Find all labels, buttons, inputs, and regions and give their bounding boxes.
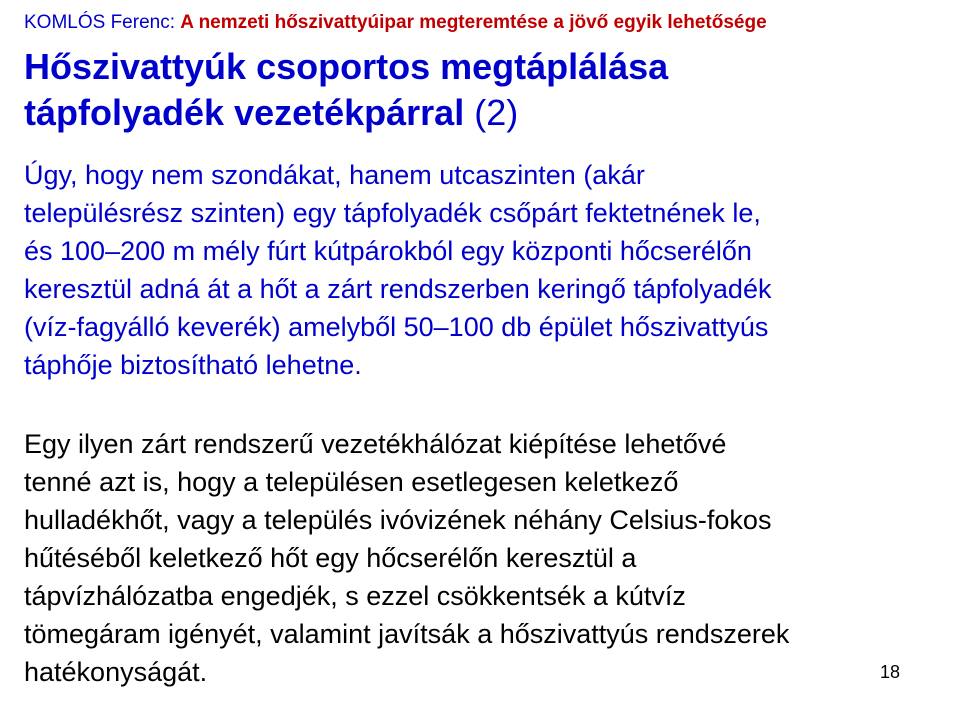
paragraph-1-line: és 100–200 m mély fúrt kútpárokból egy központi hőcserélőn — [24, 236, 752, 266]
paragraph-1-line: keresztül adná át a hőt a zárt rendszerben keringő tápfolyadék — [24, 274, 772, 304]
paragraph-2-line: hűtéséből keletkező hőt egy hőcserélőn keresztül a — [24, 543, 637, 573]
slide-header — [24, 12, 767, 34]
title-number: (2) — [464, 92, 519, 133]
paragraph-1-line: településrész szinten) egy tápfolyadék csőpárt fektetnének le, — [24, 198, 761, 228]
paragraph-2 — [24, 425, 944, 691]
paragraph-1-line: táphője biztosítható lehetne. — [24, 350, 362, 380]
paragraph-1 — [24, 156, 944, 384]
paragraph-2-line: hulladékhőt, vagy a település ivóvizének néhány Celsius-fokos — [24, 505, 772, 535]
paragraph-2-line: hatékonyságát. — [24, 657, 208, 687]
paragraph-2-line: tömegáram igényét, valamint javítsák a hőszivattyús rendszerek — [24, 619, 790, 649]
paragraph-2-line: tápvízhálózatba engedjék, s ezzel csökkentsék a kútvíz — [24, 581, 686, 611]
header-author: KOMLÓS Ferenc: — [24, 12, 181, 33]
page-number: 18 — [880, 662, 901, 682]
header-subtitle: A nemzeti hőszivattyúipar megteremtése a jövő egyik lehetősége — [180, 12, 767, 33]
paragraph-1-line: (víz-fagyálló keverék) amelyből 50–100 db épület hőszivattyús — [24, 312, 769, 342]
title-line-2 — [24, 90, 668, 136]
title-line-2-text: tápfolyadék vezetékpárral — [24, 92, 465, 133]
slide-title — [24, 44, 668, 136]
paragraph-1-line: Úgy, hogy nem szondákat, hanem utcaszinten (akár — [24, 160, 645, 190]
title-line-1: Hőszivattyúk csoportos megtáplálása — [24, 46, 669, 87]
paragraph-2-line: tenné azt is, hogy a településen esetlegesen keletkező — [24, 467, 679, 497]
paragraph-2-line: Egy ilyen zárt rendszerű vezetékhálózat kiépítése lehetővé — [24, 429, 727, 459]
